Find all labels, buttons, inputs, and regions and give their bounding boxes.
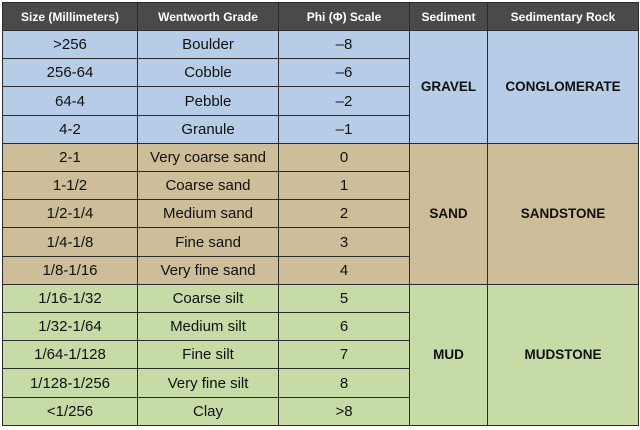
header-sedimentary-rock: Sedimentary Rock — [488, 3, 639, 31]
grade-cell: Medium sand — [138, 200, 279, 228]
rock-mudstone: MUDSTONE — [488, 284, 639, 425]
phi-cell: 0 — [279, 143, 410, 171]
grade-cell: Very fine sand — [138, 256, 279, 284]
header-phi-scale: Phi (Φ) Scale — [279, 3, 410, 31]
grade-cell: Granule — [138, 115, 279, 143]
size-cell: 1-1/2 — [3, 172, 138, 200]
size-cell: <1/256 — [3, 397, 138, 425]
size-cell: 1/32-1/64 — [3, 313, 138, 341]
grade-cell: Coarse silt — [138, 284, 279, 312]
size-cell: 1/4-1/8 — [3, 228, 138, 256]
grain-size-table — [2, 2, 639, 426]
phi-cell: 2 — [279, 200, 410, 228]
grade-cell: Very coarse sand — [138, 143, 279, 171]
sediment-mud: MUD — [410, 284, 488, 425]
size-cell: 4-2 — [3, 115, 138, 143]
phi-cell: –8 — [279, 31, 410, 59]
grade-cell: Medium silt — [138, 313, 279, 341]
size-cell: 1/128-1/256 — [3, 369, 138, 397]
size-cell: 1/64-1/128 — [3, 341, 138, 369]
grade-cell: Very fine silt — [138, 369, 279, 397]
grade-cell: Clay — [138, 397, 279, 425]
size-cell: 1/8-1/16 — [3, 256, 138, 284]
phi-cell: 6 — [279, 313, 410, 341]
grade-cell: Fine silt — [138, 341, 279, 369]
phi-cell: 1 — [279, 172, 410, 200]
size-cell: >256 — [3, 31, 138, 59]
grade-cell: Cobble — [138, 59, 279, 87]
rock-sandstone: SANDSTONE — [488, 143, 639, 284]
size-cell: 256-64 — [3, 59, 138, 87]
phi-cell: –2 — [279, 87, 410, 115]
table-row — [3, 31, 639, 59]
size-cell: 64-4 — [3, 87, 138, 115]
size-cell: 1/2-1/4 — [3, 200, 138, 228]
size-cell: 2-1 — [3, 143, 138, 171]
table-row — [3, 284, 639, 312]
grade-cell: Pebble — [138, 87, 279, 115]
grade-cell: Boulder — [138, 31, 279, 59]
phi-cell: –1 — [279, 115, 410, 143]
grain-size-table-container — [2, 2, 638, 426]
header-row — [3, 3, 639, 31]
sediment-gravel: GRAVEL — [410, 31, 488, 144]
phi-cell: 7 — [279, 341, 410, 369]
phi-cell: 3 — [279, 228, 410, 256]
sediment-sand: SAND — [410, 143, 488, 284]
size-cell: 1/16-1/32 — [3, 284, 138, 312]
phi-cell: 5 — [279, 284, 410, 312]
rock-conglomerate: CONGLOMERATE — [488, 31, 639, 144]
header-size: Size (Millimeters) — [3, 3, 138, 31]
phi-cell: 8 — [279, 369, 410, 397]
header-wentworth-grade: Wentworth Grade — [138, 3, 279, 31]
header-sediment: Sediment — [410, 3, 488, 31]
phi-cell: >8 — [279, 397, 410, 425]
phi-cell: –6 — [279, 59, 410, 87]
table-row — [3, 143, 639, 171]
grade-cell: Fine sand — [138, 228, 279, 256]
phi-cell: 4 — [279, 256, 410, 284]
grade-cell: Coarse sand — [138, 172, 279, 200]
